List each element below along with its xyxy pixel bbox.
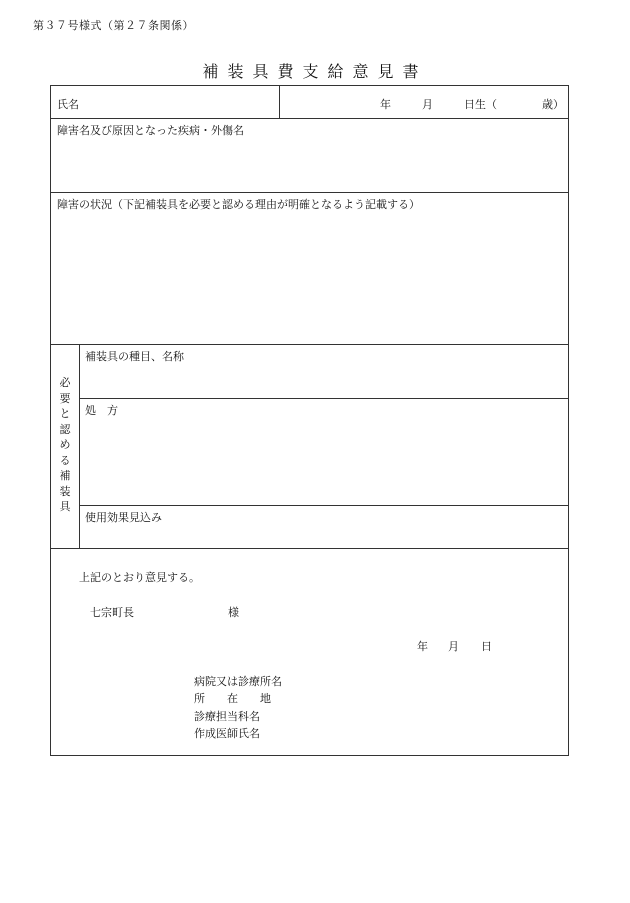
hospital-label: 病院又は診療所名: [194, 675, 282, 688]
department-label: 診療担当科名: [194, 710, 260, 723]
device-side-char: と: [59, 407, 71, 420]
opinion-form: [50, 85, 569, 756]
device-side-char: 認: [59, 422, 71, 436]
row-divider-condition: [51, 344, 569, 345]
birth-year-label: 年: [380, 98, 391, 111]
disability-label: 障害名及び原因となった疾病・外傷名: [57, 124, 244, 137]
device-side-char: め: [59, 438, 71, 451]
row-divider-disability: [51, 192, 569, 193]
device-side-char: 補: [59, 469, 71, 482]
device-side-char: る: [59, 453, 71, 467]
birth-month-label: 月: [422, 98, 433, 111]
birth-day-label: 日生（: [464, 98, 497, 111]
device-type-label: 補装具の種目、名称: [85, 350, 184, 363]
name-label: 氏名: [57, 98, 79, 111]
prescription-label: 処 方: [85, 404, 118, 417]
opinion-statement: 上記のとおり意見する。: [79, 571, 200, 584]
condition-label: 障害の状況（下記補装具を必要と認める理由が明確となるよう記載する）: [57, 198, 420, 211]
device-side-char: 要: [59, 391, 71, 405]
doctor-label: 作成医師氏名: [194, 727, 260, 740]
device-side-char: 具: [59, 500, 71, 513]
date-year-label: 年: [417, 640, 428, 653]
row-divider-name: [51, 118, 569, 119]
device-side-char: 必: [59, 376, 71, 389]
age-label: 歳）: [542, 98, 564, 111]
row-divider-device-type: [79, 398, 569, 399]
device-side-label: [57, 375, 73, 515]
document-title: 補装具費支給意見書: [202, 62, 428, 81]
address-label: 所 在 地: [194, 692, 271, 705]
date-day-label: 日: [481, 640, 492, 653]
device-side-divider: [79, 344, 80, 548]
row-divider-effect: [51, 548, 569, 549]
honorific-label: 様: [228, 606, 239, 619]
addressee-label: 七宗町長: [90, 606, 134, 619]
form-number: 第３７号様式（第２７条関係）: [33, 19, 194, 32]
name-column-divider: [279, 86, 280, 118]
device-side-char: 装: [59, 484, 71, 498]
effect-label: 使用効果見込み: [85, 511, 162, 524]
date-month-label: 月: [448, 640, 459, 653]
row-divider-prescription: [79, 505, 569, 506]
